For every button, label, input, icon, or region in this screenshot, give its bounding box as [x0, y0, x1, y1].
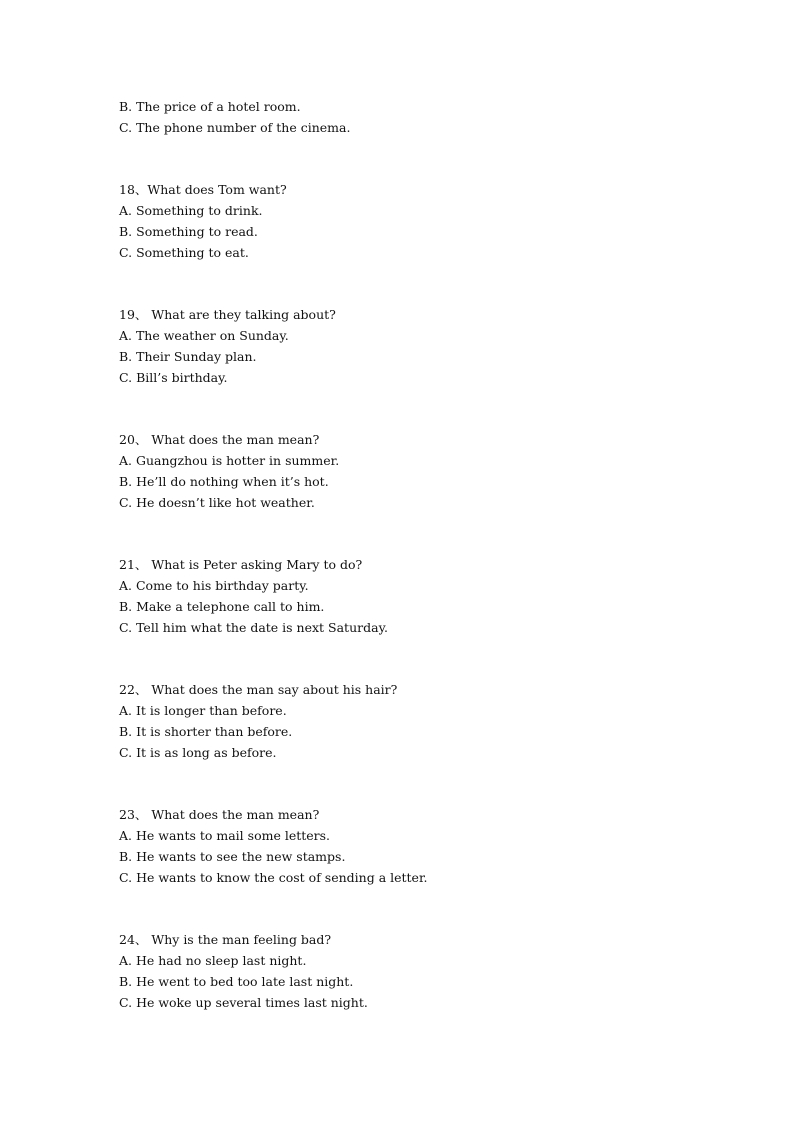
question-17-partial: [119, 97, 719, 139]
question-19: [119, 305, 719, 388]
option-c: C. It is as long as before.: [119, 744, 277, 760]
question-stem: 24、 Why is the man feeling bad?: [119, 932, 332, 948]
option-a: A. Something to drink.: [119, 203, 263, 219]
option-b: B. The price of a hotel room.: [119, 99, 301, 114]
question-stem: 19、 What are they talking about?: [119, 307, 336, 323]
option-c: C. He doesn’t like hot weather.: [119, 494, 315, 510]
question-stem: 23、 What does the man mean?: [119, 807, 320, 823]
option-a: A. Guangzhou is hotter in summer.: [119, 453, 340, 469]
option-a: A. He wants to mail some letters.: [119, 828, 331, 844]
question-stem: 21、 What is Peter asking Mary to do?: [119, 557, 363, 573]
question-18: [119, 180, 719, 263]
question-24: [119, 930, 719, 1013]
question-stem: 18、What does Tom want?: [119, 182, 287, 198]
option-a: A. The weather on Sunday.: [119, 328, 289, 344]
option-c: C. The phone number of the cinema.: [119, 119, 351, 135]
option-c: C. Bill’s birthday.: [119, 369, 228, 385]
option-b: B. Make a telephone call to him.: [119, 598, 325, 614]
option-a: A. Come to his birthday party.: [119, 578, 309, 594]
option-a: A. He had no sleep last night.: [119, 953, 307, 969]
question-21: [119, 555, 719, 638]
option-b: B. He wants to see the new stamps.: [119, 848, 346, 864]
question-20: [119, 430, 719, 513]
question-stem: 22、 What does the man say about his hair?: [119, 682, 398, 698]
option-c: C. Tell him what the date is next Saturday.: [119, 619, 388, 635]
question-23: [119, 805, 719, 888]
option-c: C. He woke up several times last night.: [119, 994, 368, 1010]
option-b: B. It is shorter than before.: [119, 723, 293, 739]
option-b: B. Their Sunday plan.: [119, 348, 257, 364]
question-22: [119, 680, 719, 763]
option-c: C. Something to eat.: [119, 244, 249, 260]
option-b: B. He’ll do nothing when it’s hot.: [119, 473, 329, 489]
question-list: [119, 97, 719, 1055]
option-c: C. He wants to know the cost of sending a letter.: [119, 869, 428, 885]
option-b: B. He went to bed too late last night.: [119, 973, 354, 989]
option-a: A. It is longer than before.: [119, 703, 287, 719]
question-stem: 20、 What does the man mean?: [119, 432, 320, 448]
option-b: B. Something to read.: [119, 223, 258, 239]
